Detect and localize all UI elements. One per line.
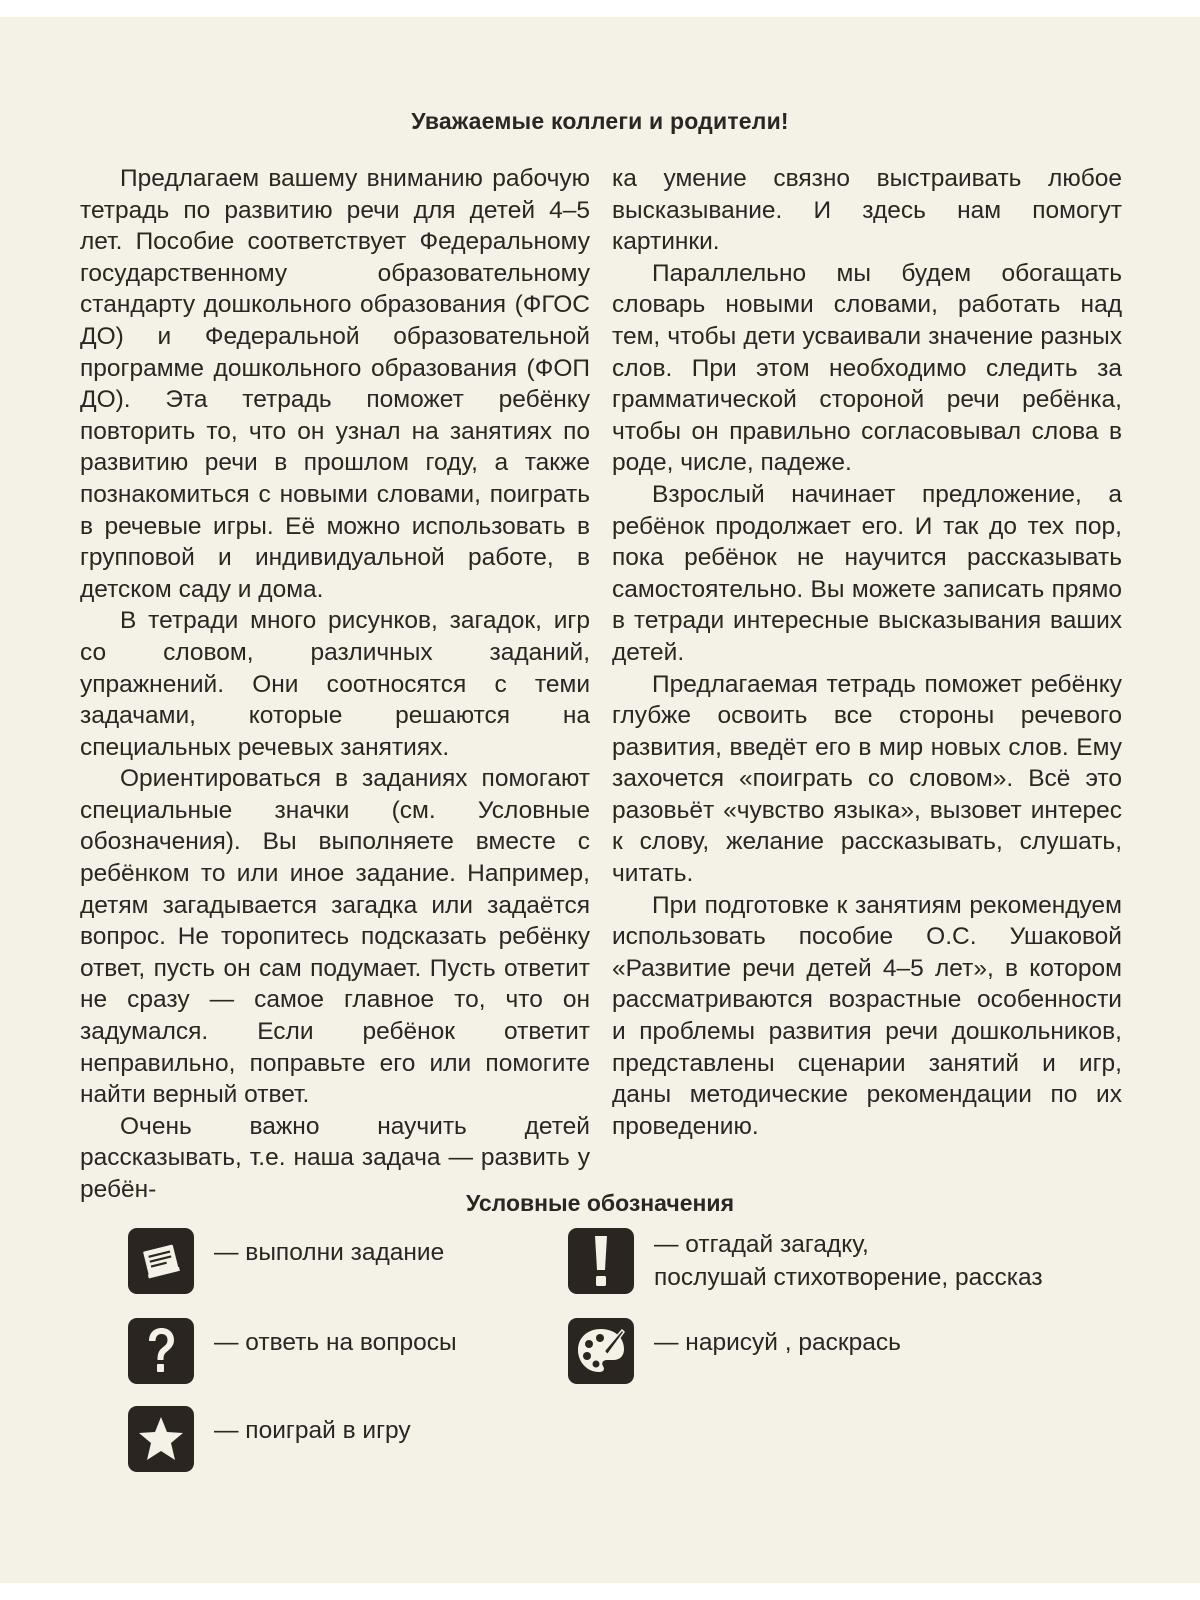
paragraph: ка умение связно выстраивать любое высказывание. И здесь нам помогут картинки. bbox=[612, 165, 1122, 256]
exclamation-icon bbox=[568, 1228, 634, 1294]
legend-label-line: — отгадай загадку, bbox=[654, 1231, 869, 1258]
paragraph: Предлагаемая тетрадь поможет ребёнку глубже освоить все стороны речевого развития, введёт его в мир новых слов. Ему захочется «поиграть со словом». Всё это разовьёт «чувство языка», вызовет интерес к слову, желание рассказывать, слушать, читать. bbox=[612, 670, 1122, 888]
star-icon bbox=[128, 1406, 194, 1472]
legend-label: — выполни задание bbox=[214, 1239, 445, 1266]
paragraph: Взрослый начинает предложение, а ребёнок продолжает его. И так до тех пор, пока ребёнок не научится рассказывать самостоятельно. Вы можете записать прямо в тетради интересные высказывания ваших детей. bbox=[612, 480, 1122, 666]
page-title: Уважаемые коллеги и родители! bbox=[411, 108, 789, 134]
legend-label-line: послушай стихотворение, рассказ bbox=[654, 1264, 1043, 1291]
question-icon bbox=[128, 1318, 194, 1384]
notebook-icon bbox=[128, 1228, 194, 1294]
left-column bbox=[80, 163, 590, 1206]
palette-icon bbox=[568, 1318, 634, 1384]
legend-item-draw bbox=[568, 1318, 901, 1384]
legend-item-task bbox=[128, 1228, 444, 1294]
paragraph: При подготовке к занятиям рекомендуем использовать пособие О.С. Ушаковой «Развитие речи детей 4–5 лет», в котором рассматриваются возрастные особенности и проблемы развития речи дошкольников, представлены сценарии занятий и игр, даны методические рекомендации по их проведению. bbox=[612, 891, 1122, 1140]
legend-item-questions bbox=[128, 1318, 457, 1384]
legend-label: — нарисуй , раскрась bbox=[654, 1329, 901, 1356]
paragraph: Ориентироваться в заданиях помогают специальные значки (см. Условные обозначения). Вы выполняете вместе с ребёнком то или иное задание. Например, детям загадывается загадка или задаётся вопрос. Не торопитесь подсказать ребёнку ответ, пусть он сам подумает. Пусть ответит не сразу — самое главное то, что он задумался. Если ребёнок ответит неправильно, поправьте его или помогите найти верный ответ. bbox=[80, 765, 590, 1109]
paragraph: В тетради много рисунков, загадок, игр со словом, различных заданий, упражнений. Они соотносятся с теми задачами, которые решаются на специальных речевых занятиях. bbox=[80, 607, 590, 761]
legend-label: — ответь на вопросы bbox=[214, 1329, 457, 1356]
legend-title: Условные обозначения bbox=[465, 1190, 734, 1216]
legend-label bbox=[654, 1228, 1043, 1294]
legend-item-riddle bbox=[568, 1228, 1043, 1294]
legend-label: — поиграй в игру bbox=[214, 1417, 411, 1444]
right-column bbox=[612, 163, 1122, 1142]
paragraph: Предлагаем вашему вниманию рабочую тетрадь по развитию речи для детей 4–5 лет. Пособие соответствует Федеральному государственному образовательному стандарту дошкольного образования (ФГОС ДО) и Федеральной образовательной программе дошкольного образования (ФОП ДО). Эта тетрадь поможет ребёнку повторить то, что он узнал на занятиях по развитию речи в прошлом году, а также познакомиться с новыми словами, поиграть в речевые игры. Её можно использовать в групповой и индивидуальной работе, в детском саду и дома. bbox=[80, 165, 590, 603]
legend-item-game bbox=[128, 1406, 411, 1472]
paragraph: Параллельно мы будем обогащать словарь новыми словами, работать над тем, чтобы дети усваивали значение разных слов. При этом необходимо следить за грамматической стороной речи ребёнка, чтобы он правильно согласовывал слова в роде, числе, падеже. bbox=[612, 259, 1122, 477]
paragraph: Очень важно научить детей рассказывать, т.е. наша задача — развить у ребён- bbox=[80, 1112, 590, 1203]
